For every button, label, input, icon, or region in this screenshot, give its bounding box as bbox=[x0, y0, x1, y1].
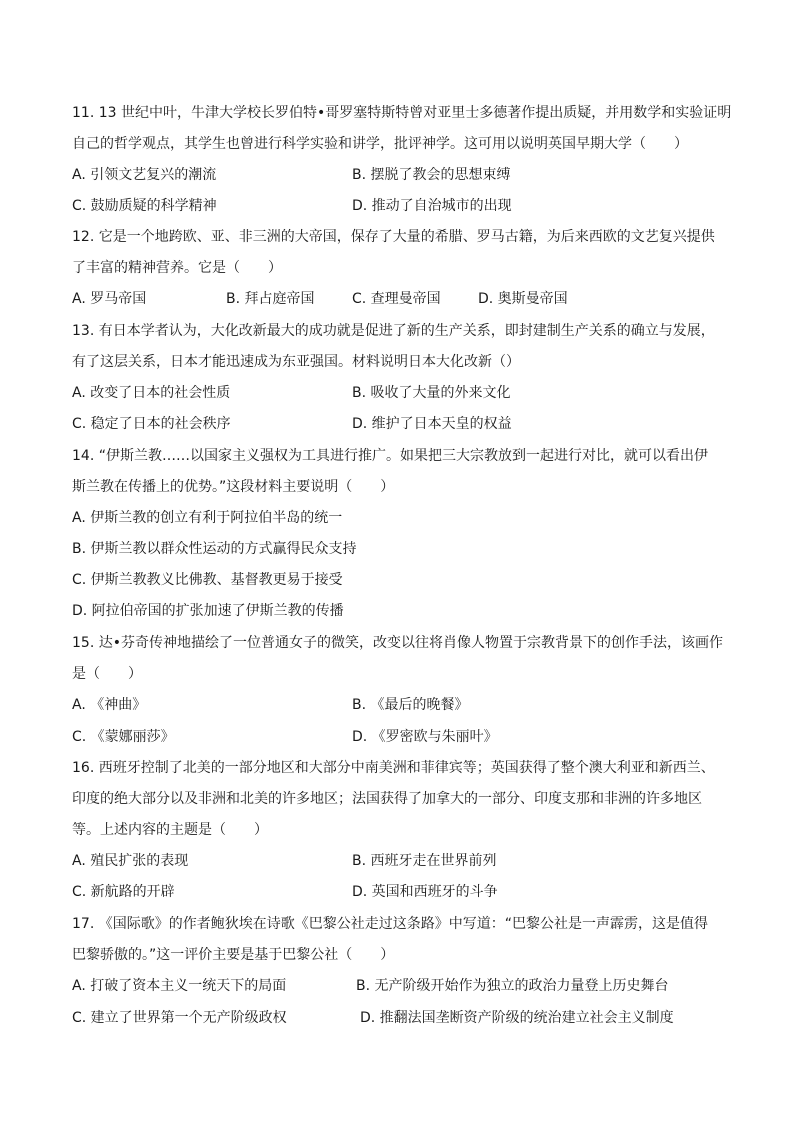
question-15-option-d: D. 《罗密欧与朱丽叶》 bbox=[352, 729, 498, 745]
question-11-option-d: D. 推动了自治城市的出现 bbox=[352, 198, 512, 214]
question-14-option-a: A. 伊斯兰教的创立有利于阿拉伯半岛的统一 bbox=[72, 510, 343, 526]
question-13-stem-line-2: 有了这层关系，日本才能迅速成为东亚强国。材料说明日本大化改新（） bbox=[72, 354, 520, 370]
question-13-option-d: D. 维护了日本天皇的权益 bbox=[352, 416, 512, 432]
question-17-option-d: D. 推翻法国垄断资产阶级的统治建立社会主义制度 bbox=[360, 1010, 674, 1026]
question-15-stem-line-2: 是（ ） bbox=[72, 666, 142, 682]
question-16-stem-line-1: 16. 西班牙控制了北美的一部分地区和大部分中南美洲和菲律宾等；英国获得了整个澳大利亚和新西兰、 bbox=[72, 760, 715, 776]
question-12-option-b: B. 拜占庭帝国 bbox=[226, 291, 315, 307]
question-12-option-d: D. 奥斯曼帝国 bbox=[478, 291, 568, 307]
question-16-option-a: A. 殖民扩张的表现 bbox=[72, 853, 189, 869]
question-11-stem-line-2: 自己的哲学观点，其学生也曾进行科学实验和讲学，批评神学。这可用以说明英国早期大学（ ） bbox=[72, 136, 688, 152]
question-16-option-c: C. 新航路的开辟 bbox=[72, 884, 175, 900]
question-14-stem-line-1: 14. “伊斯兰教……以国家主义强权为工具进行推广。如果把三大宗教放到一起进行对比，就可以看出伊 bbox=[72, 448, 708, 464]
question-15-stem-line-1: 15. 达•芬奇传神地描绘了一位普通女子的微笑，改变以往将肖像人物置于宗教背景下的创作手法，该画作 bbox=[72, 635, 723, 651]
question-14-stem-line-2: 斯兰教在传播上的优势。”这段材料主要说明（ ） bbox=[72, 479, 395, 495]
question-17-stem-line-1: 17. 《国际歌》的作者鲍狄埃在诗歌《巴黎公社走过这条路》中写道：“巴黎公社是一声霹雳，这是值得 bbox=[72, 916, 708, 932]
question-14-option-c: C. 伊斯兰教教义比佛教、基督教更易于接受 bbox=[72, 572, 343, 588]
question-14-option-d: D. 阿拉伯帝国的扩张加速了伊斯兰教的传播 bbox=[72, 603, 344, 619]
question-11-stem-line-1: 11. 13 世纪中叶，牛津大学校长罗伯特•哥罗塞特斯特曾对亚里士多德著作提出质疑，并用数学和实验证明 bbox=[72, 105, 732, 121]
question-12-option-a: A. 罗马帝国 bbox=[72, 291, 147, 307]
question-14-option-b: B. 伊斯兰教以群众性运动的方式赢得民众支持 bbox=[72, 541, 357, 557]
question-16-stem-line-3: 等。上述内容的主题是（ ） bbox=[72, 822, 268, 838]
question-12-stem-line-2: 了丰富的精神营养。它是（ ） bbox=[72, 260, 282, 276]
question-16-option-b: B. 西班牙走在世界前列 bbox=[352, 853, 497, 869]
question-16-option-d: D. 英国和西班牙的斗争 bbox=[352, 884, 498, 900]
question-17-option-c: C. 建立了世界第一个无产阶级政权 bbox=[72, 1010, 287, 1026]
question-13-option-b: B. 吸收了大量的外来文化 bbox=[352, 385, 511, 401]
question-17-stem-line-2: 巴黎骄傲的。”这一评价主要是基于巴黎公社（ ） bbox=[72, 947, 395, 963]
question-12-option-c: C. 查理曼帝国 bbox=[352, 291, 441, 307]
question-11-option-a: A. 引领文艺复兴的潮流 bbox=[72, 167, 217, 183]
question-15-option-a: A. 《神曲》 bbox=[72, 697, 147, 713]
question-15-option-b: B. 《最后的晚餐》 bbox=[352, 697, 469, 713]
question-17-option-a: A. 打破了资本主义一统天下的局面 bbox=[72, 978, 287, 994]
question-13-option-a: A. 改变了日本的社会性质 bbox=[72, 385, 231, 401]
question-16-stem-line-2: 印度的绝大部分以及非洲和北美的许多地区；法国获得了加拿大的一部分、印度支那和非洲的许多地区 bbox=[72, 791, 702, 807]
question-15-option-c: C. 《蒙娜丽莎》 bbox=[72, 729, 175, 745]
question-13-option-c: C. 稳定了日本的社会秩序 bbox=[72, 416, 231, 432]
question-11-option-b: B. 摆脱了教会的思想束缚 bbox=[352, 167, 511, 183]
question-13-stem-line-1: 13. 有日本学者认为，大化改新最大的成功就是促进了新的生产关系，即封建制生产关系的确立与发展， bbox=[72, 323, 715, 339]
question-17-option-b: B. 无产阶级开始作为独立的政治力量登上历史舞台 bbox=[356, 978, 669, 994]
question-12-stem-line-1: 12. 它是一个地跨欧、亚、非三洲的大帝国，保存了大量的希腊、罗马古籍，为后来西欧的文艺复兴提供 bbox=[72, 229, 715, 245]
question-11-option-c: C. 鼓励质疑的科学精神 bbox=[72, 198, 217, 214]
